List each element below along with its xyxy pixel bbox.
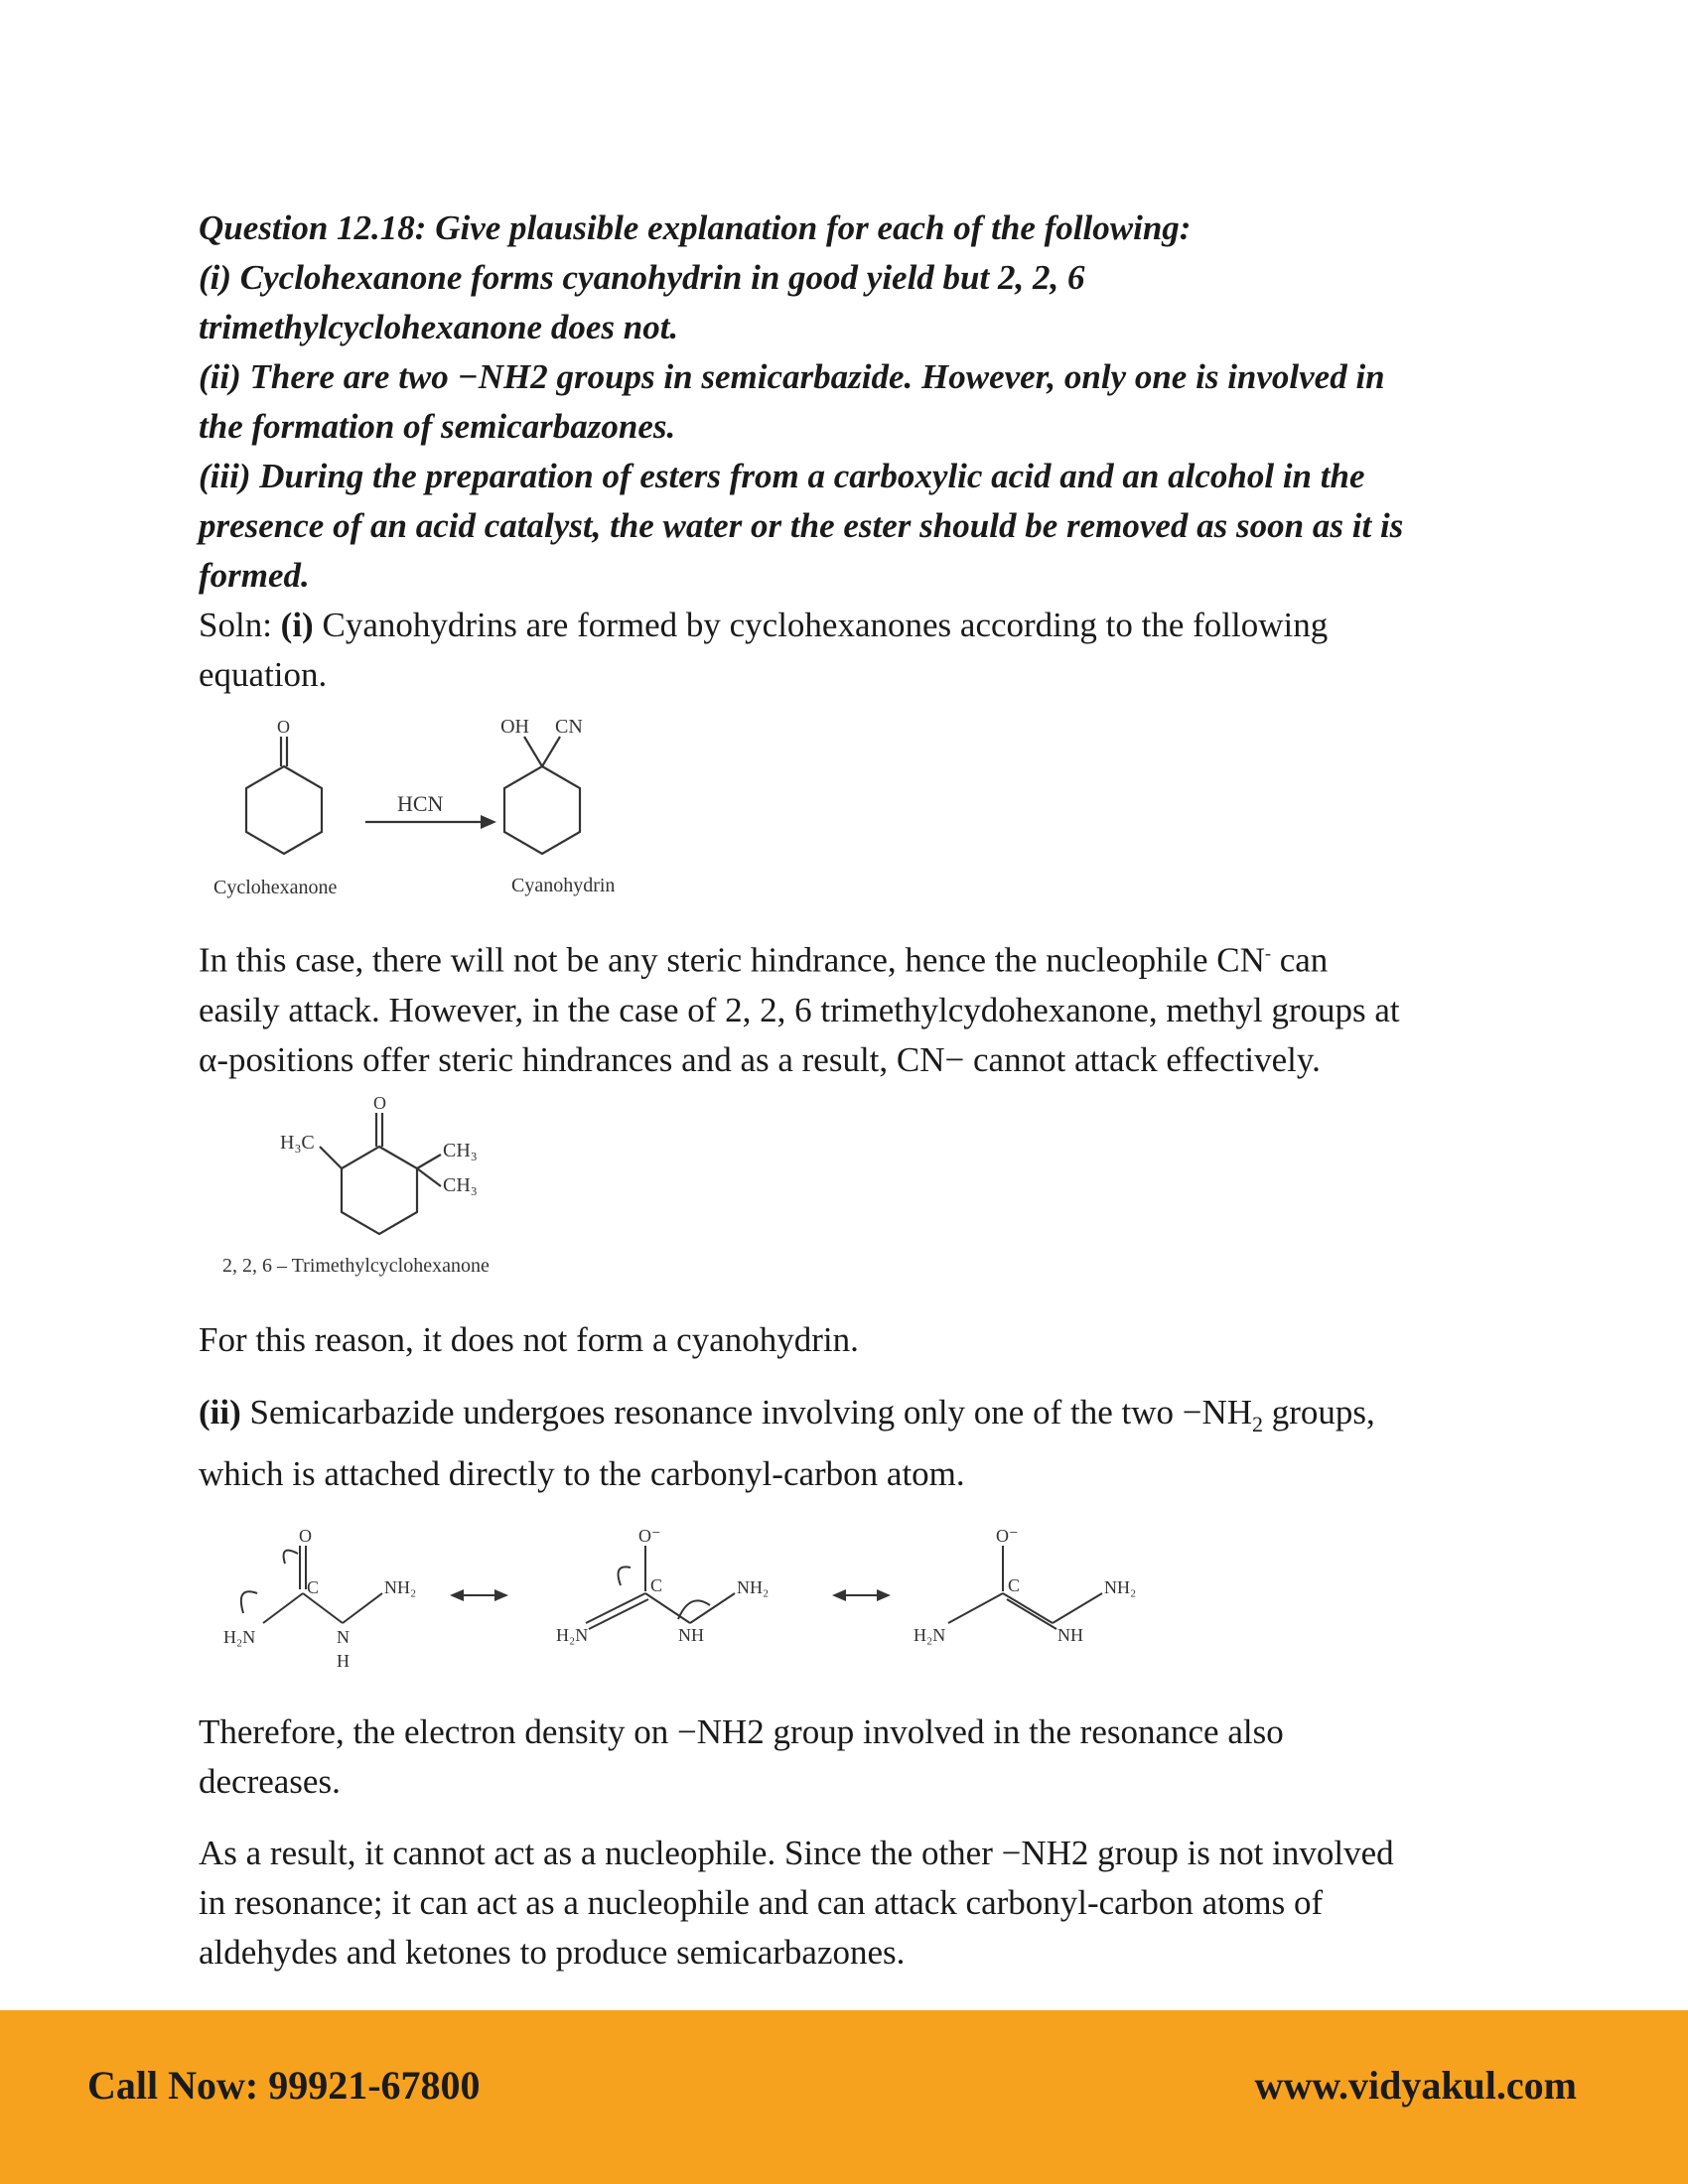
cn-charge: - <box>1264 943 1271 963</box>
part-i-label: (i) <box>280 606 314 644</box>
oh-label: OH <box>500 716 529 738</box>
s1-h: H <box>337 1651 350 1671</box>
part-ii-line-1 <box>199 1388 1509 1449</box>
trimethyl-name: 2, 2, 6 – Trimethylcyclohexanone <box>222 1255 490 1277</box>
s2-nh2: NH₂ <box>737 1577 770 1597</box>
steric-line-1b: can <box>1270 940 1329 980</box>
call-now-text[interactable]: Call Now: 99921-67800 <box>87 2063 481 2108</box>
h3c-label: H₃C <box>280 1132 315 1154</box>
result-paragraph <box>199 1829 1509 1978</box>
reason-paragraph <box>199 1315 1509 1365</box>
steric-line-1 <box>199 928 1509 986</box>
density-paragraph <box>199 1707 1509 1807</box>
part-ii-paragraph <box>199 1388 1509 1499</box>
semicarbazide-resonance-figure <box>213 1524 1206 1683</box>
density-line-1: Therefore, the electron density on −NH2 group involved in the resonance also <box>199 1712 1284 1751</box>
product-name: Cyanohydrin <box>511 875 616 896</box>
s2-h2n: H₂N <box>556 1625 589 1645</box>
ch3-label-2: CH₃ <box>443 1174 478 1196</box>
question-part-iii-cont2: formed. <box>199 556 310 595</box>
trimethyl-ring <box>342 1147 417 1234</box>
s1-c: C <box>307 1577 320 1597</box>
part-i-text: Cyanohydrins are formed by cyclohexanones according to the following <box>313 606 1329 644</box>
s3-h2n: H₂N <box>914 1625 946 1645</box>
question-title: Question 12.18: Give plausible explanation for each of the following: <box>199 208 1192 247</box>
nh2-subscript: 2 <box>1252 1412 1264 1436</box>
part-ii-text-a: Semicarbazide undergoes resonance involving only one of the two −NH <box>240 1393 1253 1432</box>
cyclohexanone-ring <box>246 766 322 854</box>
arrow-head <box>481 815 496 829</box>
s1-o: O <box>299 1526 312 1546</box>
curved-arrow-1a <box>284 1551 298 1564</box>
solution-intro <box>199 601 1509 650</box>
cyanohydrin-reaction-figure <box>199 715 655 903</box>
website-link[interactable]: www.vidyakul.com <box>1254 2063 1577 2108</box>
question-part-i: (i) Cyclohexanone forms cyanohydrin in good yield but 2, 2, 6 <box>199 258 1085 297</box>
question-part-iii-cont: presence of an acid catalyst, the water or the ester should be removed as soon as it is <box>199 506 1404 545</box>
curved-arrow-2a <box>619 1567 631 1585</box>
document-body <box>199 204 1509 700</box>
s2-nh: NH <box>678 1625 704 1645</box>
soln-label: Soln: <box>199 606 281 644</box>
o-label: O <box>373 1093 386 1113</box>
s1-h2n: H₂N <box>223 1627 256 1647</box>
curved-arrow-1b <box>241 1591 257 1613</box>
steric-line-2: easily attack. However, in the case of 2, 2, 6 trimethylcydohexanone, methyl groups at <box>199 990 1400 1029</box>
result-line-3: aldehydes and ketones to produce semicarbazones. <box>199 1933 906 1972</box>
reactant-name: Cyclohexanone <box>213 877 338 898</box>
s1-n: N <box>337 1627 350 1647</box>
s3-c: C <box>1008 1575 1021 1595</box>
steric-line-3: α-positions offer steric hindrances and as a result, CN− cannot attack effectively. <box>199 1039 1321 1079</box>
s3-o: O⁻ <box>996 1526 1019 1546</box>
curved-arrow-2b <box>678 1600 710 1619</box>
s2-c: C <box>650 1575 663 1595</box>
hcn-label: HCN <box>397 791 444 816</box>
s3-nh2: NH₂ <box>1104 1577 1137 1597</box>
s2-o: O⁻ <box>638 1526 661 1546</box>
part-ii-label: (ii) <box>199 1393 241 1432</box>
cn-label: CN <box>555 716 583 738</box>
steric-line-1a: In this case, there will not be any steric hindrance, hence the nucleophile CN <box>199 940 1265 980</box>
ch3-label-1: CH₃ <box>443 1140 478 1161</box>
trimethylcyclohexanone-figure <box>218 1093 576 1296</box>
result-line-2: in resonance; it can act as a nucleophile and can attack carbonyl-carbon atoms of <box>199 1883 1324 1922</box>
o-label: O <box>277 717 290 737</box>
reason-line: For this reason, it does not form a cyanohydrin. <box>199 1320 859 1359</box>
question-part-ii: (ii) There are two −NH2 groups in semicarbazide. However, only one is involved in <box>199 357 1385 396</box>
question-part-iii: (iii) During the preparation of esters from a carboxylic acid and an alcohol in the <box>199 457 1365 495</box>
result-line-1: As a result, it cannot act as a nucleophile. Since the other −NH2 group is not involved <box>199 1834 1394 1872</box>
density-line-2: decreases. <box>199 1762 341 1801</box>
question-part-i-cont: trimethylcyclohexanone does not. <box>199 308 679 346</box>
question-part-ii-cont: the formation of semicarbazones. <box>199 407 676 446</box>
part-ii-text-b: groups, <box>1263 1393 1375 1432</box>
part-ii-line-2: which is attached directly to the carbonyl-carbon atom. <box>199 1454 965 1493</box>
s1-nh2: NH₂ <box>384 1577 417 1597</box>
cyanohydrin-ring <box>504 766 580 854</box>
solution-intro-cont: equation. <box>199 655 328 694</box>
s3-nh: NH <box>1057 1625 1083 1645</box>
footer-bar <box>0 2010 1688 2184</box>
steric-paragraph <box>199 928 1509 1085</box>
